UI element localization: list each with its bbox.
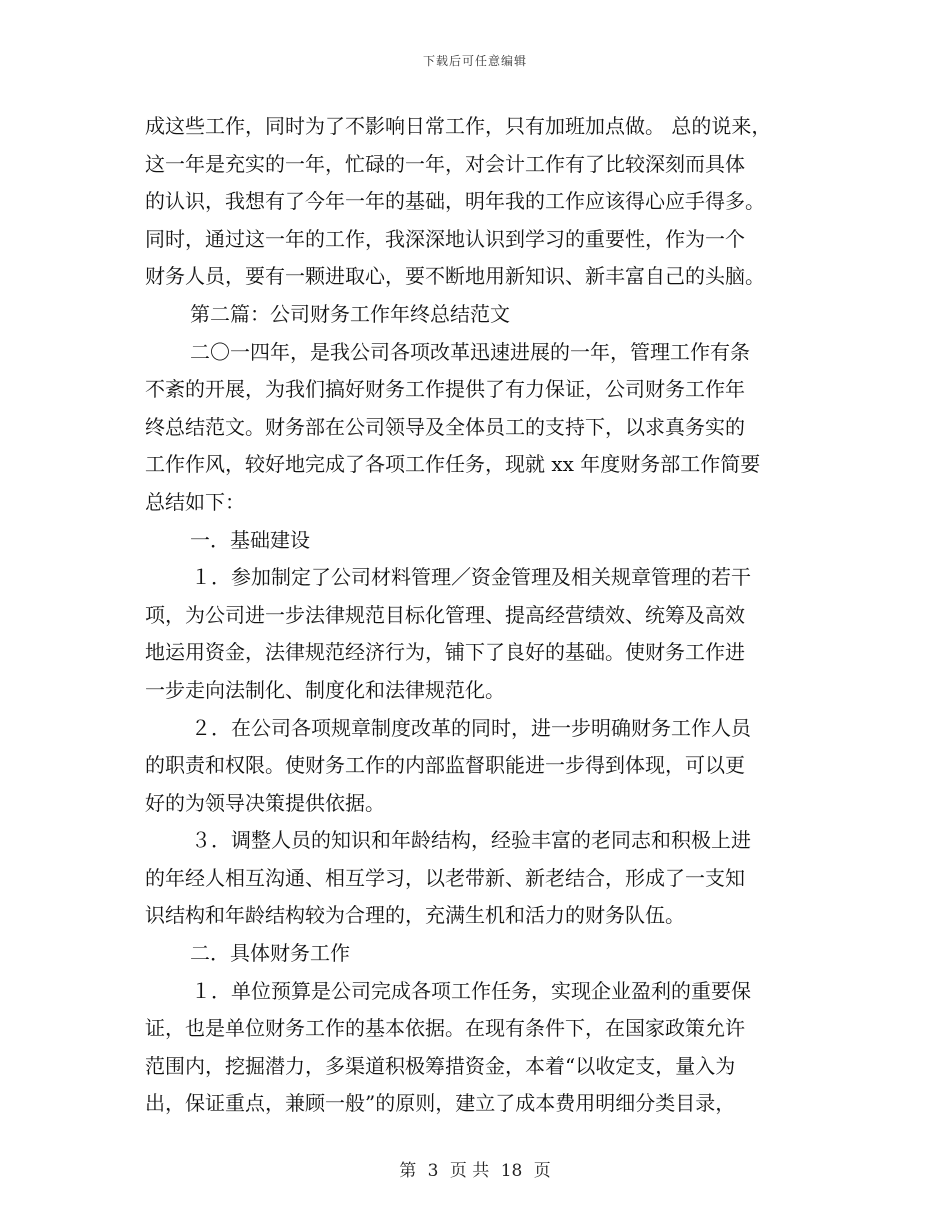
text-line: 同时，通过这一年的工作，我深深地认识到学习的重要性，作为一个 [145,226,745,251]
page-footer [0,1156,950,1181]
text-line: ２．在公司各项规章制度改革的同时，进一步明确财务工作人员 [191,715,751,740]
subsection-heading: 二．具体财务工作 [190,941,350,966]
text-line: 项，为公司进一步法律规范目标化管理、提高经营绩效、统筹及高效 [145,602,745,627]
current-page-number: 3 [427,1161,439,1181]
text-line: 不紊的开展，为我们搞好财务工作提供了有力保证，公司财务工作年 [145,377,745,402]
total-page-count: 18 [500,1161,523,1181]
text-line: 这一年是充实的一年，忙碌的一年，对会计工作有了比较深刻而具体 [145,151,745,176]
text-line: 的职责和权限。使财务工作的内部监督职能进一步得到体现，可以更 [145,753,745,778]
text-line: 范围内，挖掘潜力，多渠道积极筹措资金，本着“以收定支，量入为 [145,1053,736,1078]
section-title: 第二篇：公司财务工作年终总结范文 [190,301,510,326]
text-line: 好的为领导决策提供依据。 [145,790,385,815]
text-line: 财务人员，要有一颗进取心，要不断地用新知识、新丰富自己的头脑。 [145,264,765,289]
text-line: １．参加制定了公司材料管理／资金管理及相关规章管理的若干 [191,565,751,590]
footer-suffix: 页 [533,1161,551,1181]
text-line: 的年经人相互沟通、相互学习，以老带新、新老结合，形成了一支知 [145,865,745,890]
footer-middle: 页 共 [449,1161,490,1181]
text-line: 成这些工作，同时为了不影响日常工作，只有加班加点做。 总的说来， [145,114,772,138]
text-line: 终总结范文。财务部在公司领导及全体员工的支持下，以求真务实的 [145,414,745,439]
subsection-heading: 一．基础建设 [190,527,310,552]
text-line: 一步走向法制化、制度化和法律规范化。 [145,677,505,702]
text-line: 出，保证重点，兼顾一般”的原则，建立了成本费用明细分类目录， [145,1091,736,1116]
text-line: 地运用资金，法律规范经济行为，铺下了良好的基础。使财务工作进 [145,640,745,665]
text-line: １．单位预算是公司完成各项工作任务，实现企业盈利的重要保 [191,978,751,1003]
document-body [145,108,825,1123]
footer-prefix: 第 [399,1161,417,1181]
page-header: 下载后可任意编辑 [422,54,527,68]
text-line: 识结构和年龄结构较为合理的，充满生机和活力的财务队伍。 [145,903,685,928]
text-line: ３．调整人员的知识和年龄结构，经验丰富的老同志和积极上进 [191,828,751,853]
text-line: 的认识，我想有了今年一年的基础，明年我的工作应该得心应手得多。 [145,189,765,214]
text-line: 二〇一四年，是我公司各项改革迅速进展的一年，管理工作有条 [190,339,750,364]
text-line: 证，也是单位财务工作的基本依据。在现有条件下，在国家政策允许 [145,1016,745,1041]
text-line: 工作作风，较好地完成了各项工作任务，现就 xx 年度财务部工作简要 [145,452,761,477]
text-line: 总结如下： [145,489,245,514]
